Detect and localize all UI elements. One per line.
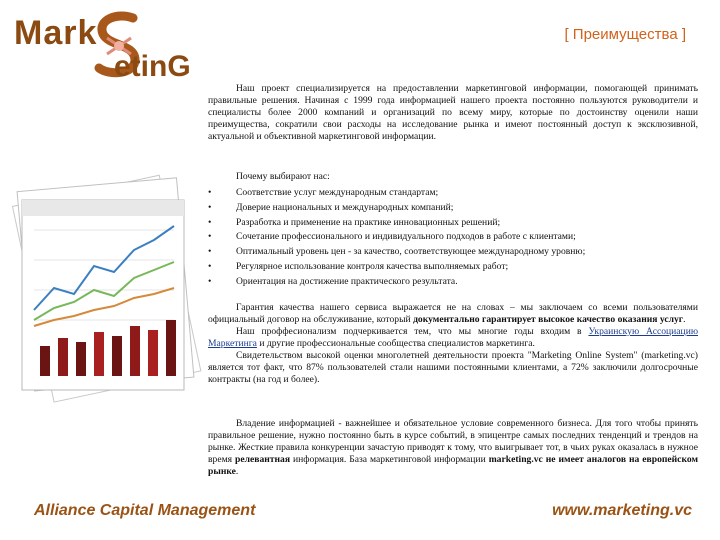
guarantee-text: Гарантия качества нашего сервиса выражается не на словах – мы заключаем со всеми пользователями официальный договор на обслуживание, который	[208, 302, 698, 325]
closing-text-1: Владение информацией - важнейшее и обязательное условие современного бизнеса. Для того чтобы принять правильное решение, нужно постоянно быть в курсе событий, в эпицентре самых последних тенденций и трендов на рынке. Жесткие правила конкуренции зачастую приводят к тому, что выигрывает тот, в чьих руках оказалась в нужное время	[208, 418, 698, 465]
closing-paragraph	[208, 418, 698, 478]
benefit-item: • Доверие национальных и международных компаний;	[208, 201, 698, 216]
evidence-paragraph: Свидетельством высокой оценки многолетней деятельности проекта "Marketing Online System" (marketing.vc) является тот факт, что 87% пользователей стали нашими постоянными клиентами, а 72% заключили долгосрочные контракты (на год и более).	[208, 350, 698, 385]
guarantee-paragraph	[208, 302, 698, 326]
footer-company: Alliance Capital Management	[34, 502, 256, 519]
association-text: Наш проффесионализм подчеркивается тем, что мы многие годы входим в	[236, 326, 589, 337]
closing-text-2: информация. База маркетинговой информации	[290, 454, 489, 465]
benefit-item: • Разработка и применение на практике инновационных решений;	[208, 216, 698, 231]
benefit-item: • Сочетание профессионального и индивидуального подходов в работе с клиентами;	[208, 230, 698, 245]
benefit-item: • Соответствие услуг международным стандартам;	[208, 186, 698, 201]
association-end: и другие профессиональные сообщества специалистов маркетинга.	[256, 338, 535, 349]
logo-text-mark: Mark	[14, 14, 98, 52]
decorative-chart-papers	[10, 170, 210, 410]
logo-text-eting: etinG	[114, 50, 191, 83]
logo	[14, 10, 224, 88]
section-title: [ Преимущества ]	[564, 26, 686, 43]
footer-website[interactable]: www.marketing.vc	[552, 502, 692, 519]
association-paragraph	[208, 326, 698, 350]
closing-bold-2: marketing.vc не имеет аналогов на европейском рынке	[208, 454, 698, 477]
benefits-list	[208, 186, 698, 290]
guarantee-section	[208, 302, 698, 386]
guarantee-emphasis: документально гарантирует высокое качество оказания услуг	[413, 314, 684, 325]
benefit-item: • Оптимальный уровень цен - за качество, соответствующее международному уровню;	[208, 245, 698, 260]
closing-bold-1: релевантная	[235, 454, 291, 465]
benefit-item: • Регулярное использование контроля качества выполняемых работ;	[208, 260, 698, 275]
why-heading: Почему выбирают нас:	[236, 171, 330, 182]
association-link[interactable]: Украинскую Ассоциацию Маркетинга	[208, 326, 698, 349]
intro-paragraph: Наш проект специализируется на предоставлении маркетинговой информации, помогающей принимать правильные решения. Начиная с 1999 года информацией нашего проекта постоянно пользуются руководители и специалисты более 2000 компаний и организаций по всему миру, которые по достоинству оценили наши преимущества, сократили свои расходы на исследование рынка и имеют постоянный доступ к эксклюзивной, актуальной и объективной маркетинговой информации.	[208, 83, 698, 142]
benefit-item: • Ориентация на достижение практического результата.	[208, 275, 698, 290]
guarantee-end: .	[683, 314, 686, 325]
closing-text-3: .	[235, 466, 239, 477]
